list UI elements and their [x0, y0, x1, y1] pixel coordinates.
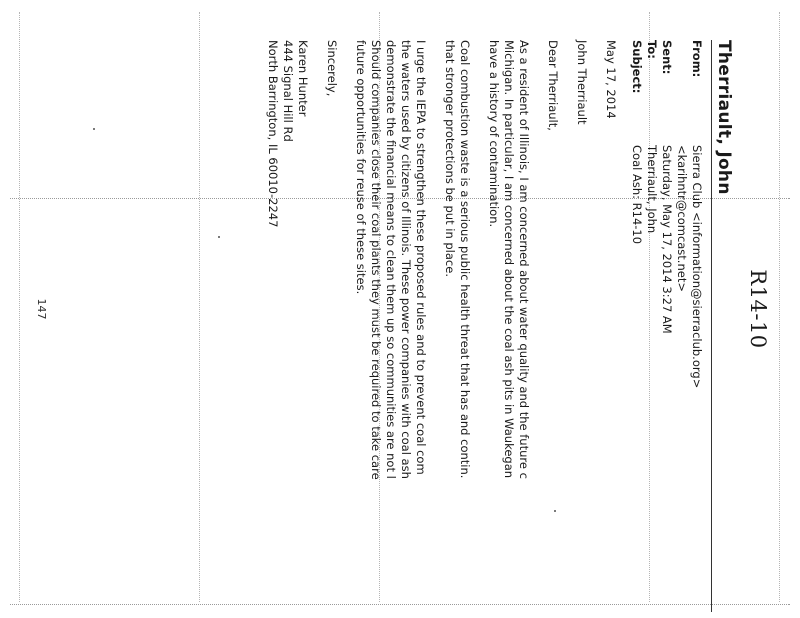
subject-label: Subject: — [630, 40, 644, 94]
signature-city: North Barrington, IL 60010-2247 — [266, 40, 280, 228]
paragraph-line: Coal combustion waste is a serious public health threat that has and contin. — [458, 40, 472, 479]
letter-date: May 17, 2014 — [604, 40, 618, 119]
signature-block — [265, 40, 310, 618]
page-number: 147 — [35, 298, 48, 320]
from-value-reply: <karihntr@comcast.net> — [675, 145, 689, 292]
letter-salutation: Dear Therriault, — [546, 40, 560, 131]
paragraph-line: demonstrate the financial means to clean them up so communities are not l — [384, 40, 398, 479]
paragraph-residence — [486, 40, 531, 618]
sent-label: Sent: — [660, 40, 674, 75]
paragraph-health-threat — [442, 40, 472, 618]
paragraph-request — [353, 40, 428, 618]
scan-speck — [93, 128, 95, 130]
paragraph-line: the waters used by citizens of Illinois. These power companies with coal ash — [399, 40, 413, 479]
paragraph-line: that stronger protections be put in place. — [443, 40, 457, 277]
from-value: Sierra Club <information@sierraclub.org> — [690, 145, 704, 389]
to-value: Therriault, John — [645, 145, 659, 234]
email-header — [629, 40, 704, 388]
paragraph-line: Michigan. In particular, I am concerned about the coal ash pits in Waukegan — [502, 40, 516, 479]
letter-closing: Sincerely, — [325, 40, 339, 97]
scan-dotted-line — [199, 12, 200, 602]
docket-number: R14-10 — [746, 269, 770, 349]
letter-addressee: John Therriault — [575, 40, 589, 125]
scan-speck — [218, 236, 220, 238]
signature-name: Karen Hunter — [296, 40, 310, 117]
paragraph-line: As a resident of Illinois, I am concerned about water quality and the future c — [517, 40, 531, 479]
paragraph-line: I urge the IEPA to strengthen these proposed rules and to prevent coal com — [414, 40, 428, 475]
scan-dotted-line — [779, 12, 780, 602]
paragraph-line: future opportunities for reuse of these sites. — [354, 40, 368, 295]
sent-value: Saturday, May 17, 2014 3:27 AM — [660, 145, 674, 334]
header-rule — [711, 40, 712, 612]
paragraph-line: Should companies close their coal plants they must be required to take care — [369, 40, 383, 480]
scan-dotted-line — [19, 12, 20, 602]
signature-street: 444 Signal Hill Rd — [281, 40, 295, 142]
sender-name: Therriault, John — [714, 40, 734, 195]
to-label: To: — [645, 40, 659, 59]
subject-value: Coal Ash: R14-10 — [630, 145, 644, 245]
paragraph-line: have a history of contamination. — [487, 40, 501, 228]
from-label: From: — [690, 40, 704, 78]
letter-body — [265, 40, 618, 618]
